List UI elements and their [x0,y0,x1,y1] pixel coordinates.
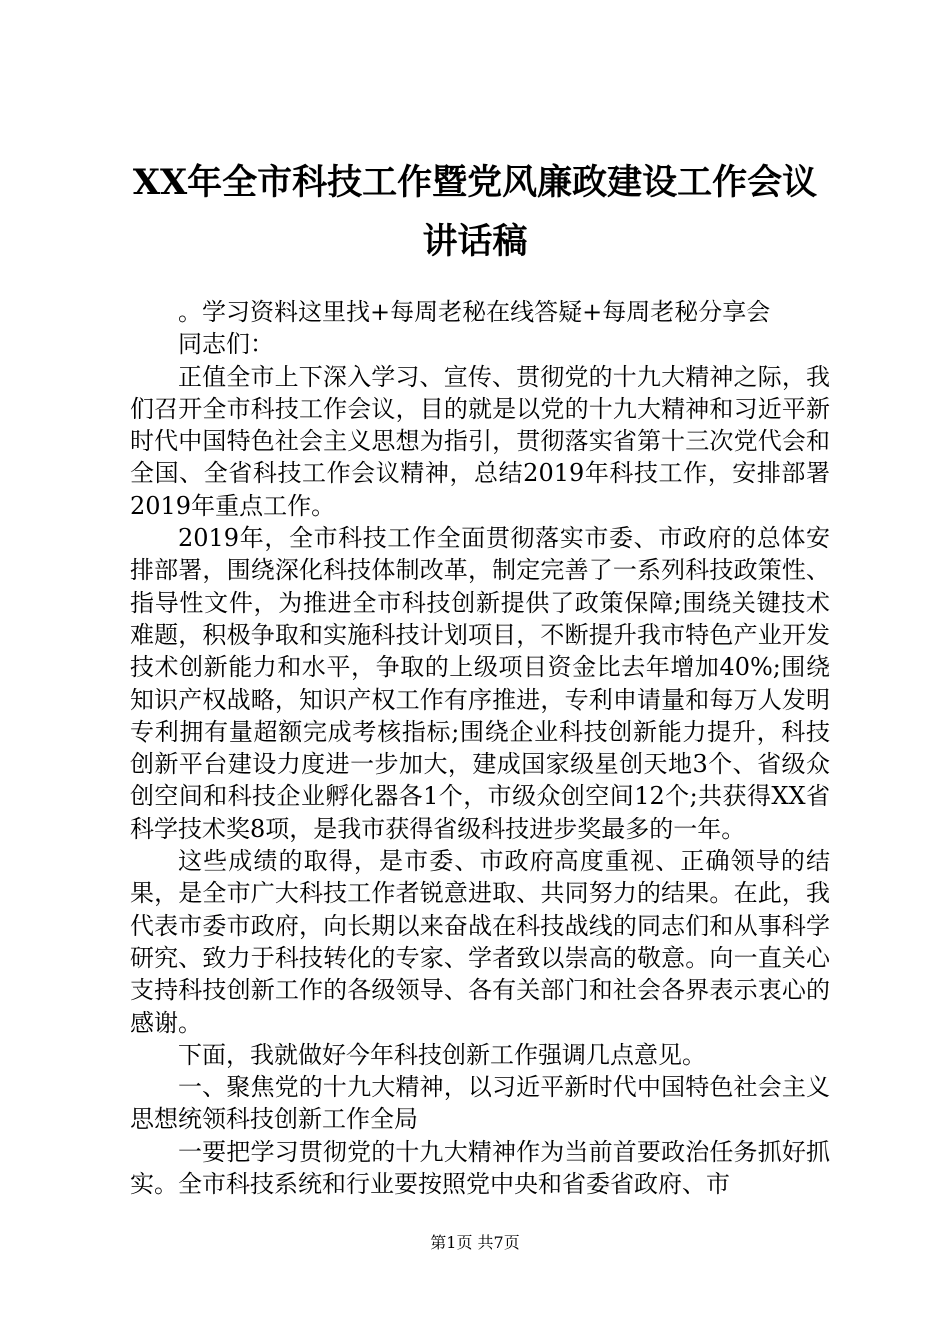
document-body [130,296,830,1200]
paragraph-salutation: 同志们： [178,330,274,359]
document-title-line-2: 讲话稿 [422,221,528,262]
paragraph-achievements: 2019年，全市科技工作全面贯彻落实市委、市政府的总体安排部署，围绕深化科技体制改革，制定完善了一系列科技政策性、指导性文件，为推进全市科技创新提供了政策保障;围绕关键技术难题，积极争取和实施科技计划项目，不断提升我市特色产业开发技术创新能力和水平，争取的上级项目资金比去年增加40%;围绕知识产权战略，知识产权工作有序推进，专利申请量和每万人发明专利拥有量超额完成考核指标;围绕企业科技创新能力提升，科技创新平台建设力度进一步加大，建成国家级星创天地3个、省级众创空间和科技企业孵化器各1个，市级众创空间12个;共获得XX省科学技术奖8项，是我市获得省级科技进步奖最多的一年。 [130,524,830,843]
document-title-line-1: XX年全市科技工作暨党风廉政建设工作会议 [132,162,818,203]
paragraph-transition: 下面，我就做好今年科技创新工作强调几点意见。 [178,1040,706,1069]
paragraph-thanks: 这些成绩的取得，是市委、市政府高度重视、正确领导的结果，是全市广大科技工作者锐意进取、共同努力的结果。在此，我代表市委市政府，向长期以来奋战在科技战线的同志们和从事科学研究、致力于科技转化的专家、学者致以崇高的敬意。向一直关心支持科技创新工作的各级领导、各有关部门和社会各界表示衷心的感谢。 [130,847,830,1037]
paragraph-point-1: 一要把学习贯彻党的十九大精神作为当前首要政治任务抓好抓实。全市科技系统和行业要按照党中央和省委省政府、市 [130,1137,830,1199]
paragraph-promo: 。学习资料这里找+每周老秘在线答疑+每周老秘分享会 [178,298,771,326]
section-heading-1: 一、聚焦党的十九大精神，以习近平新时代中国特色社会主义思想统领科技创新工作全局 [130,1073,830,1134]
page-footer: 第1页 共7页 [430,1233,520,1252]
paragraph-intro: 正值全市上下深入学习、宣传、贯彻党的十九大精神之际，我们召开全市科技工作会议，目的就是以党的十九大精神和习近平新时代中国特色社会主义思想为指引，贯彻落实省第十三次党代会和全国、全省科技工作会议精神，总结2019年科技工作，安排部署2019年重点工作。 [130,362,830,520]
